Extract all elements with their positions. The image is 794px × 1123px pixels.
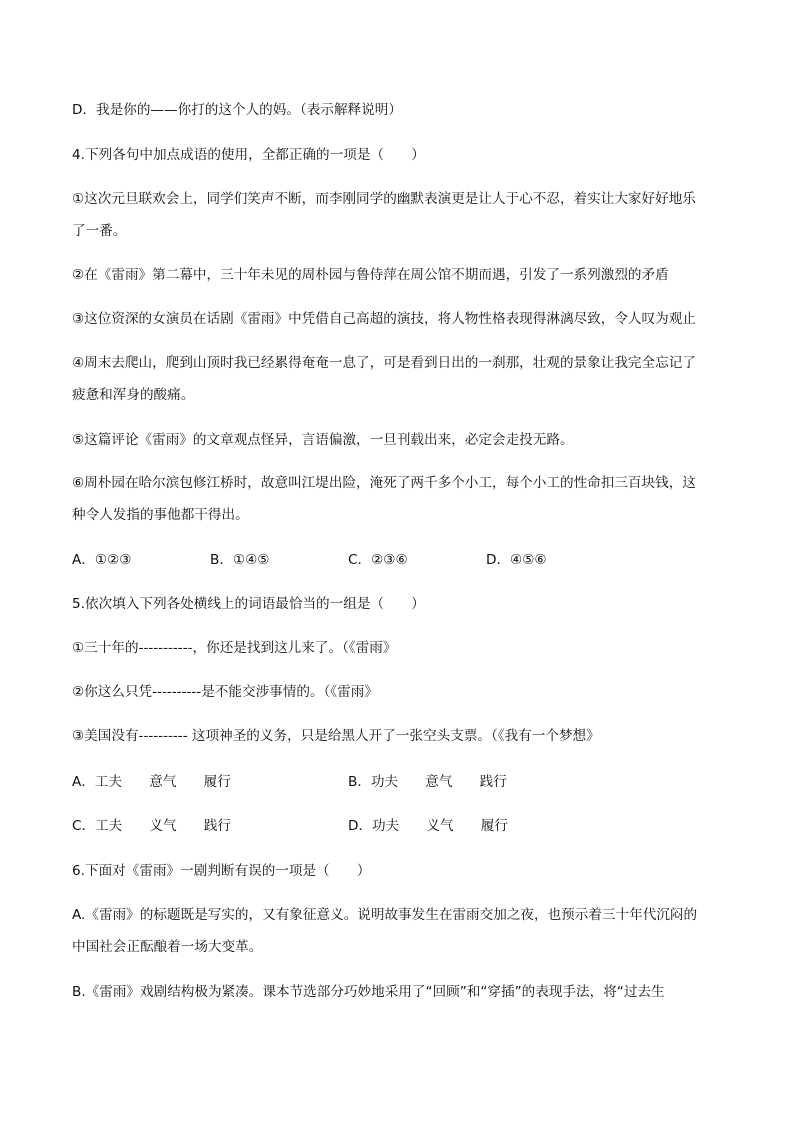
q4-sentence-6: ⑥周朴园在哈尔滨包修江桥时，故意叫江堤出险，淹死了两千多个小工，每个小工的性命扣三百块钱，这 xyxy=(72,475,696,491)
q4-sentence-4-cont: 疲惫和浑身的酸痛。 xyxy=(72,387,195,403)
q4-sentence-6-cont: 种令人发指的事他都干得出。 xyxy=(72,507,249,523)
q4-option-b: B．①④⑤ xyxy=(210,552,270,568)
q4-sentence-5: ⑤这篇评论《雷雨》的文章观点怪异，言语偏激，一旦刊载出来，必定会走投无路。 xyxy=(72,432,574,448)
question-6-stem: 6.下面对《雷雨》一剧判断有误的一项是（ ） xyxy=(72,863,371,879)
q4-option-d: D．④⑤⑥ xyxy=(486,552,547,568)
q4-sentence-1-cont: 了一番。 xyxy=(72,223,127,239)
question-4-stem: 4.下列各句中加点成语的使用，全都正确的一项是（ ） xyxy=(72,147,425,163)
q5-option-b: B．功夫 意气 践行 xyxy=(348,774,507,790)
q5-blank-2: ②你这么只凭----------是不能交涉事情的。（《雷雨》 xyxy=(72,684,378,700)
q5-option-c: C．工夫 义气 践行 xyxy=(72,818,232,834)
q4-sentence-3: ③这位资深的女演员在话剧《雷雨》中凭借自己高超的演技，将人物性格表现得淋漓尽致，令人叹为观止 xyxy=(72,311,696,327)
q6-option-a: A.《雷雨》的标题既是写实的，又有象征意义。说明故事发生在雷雨交加之夜，也预示着三十年代沉闷的 xyxy=(72,907,698,923)
q5-blank-1: ①三十年的-----------，你还是找到这儿来了。（《雷雨》 xyxy=(72,640,397,656)
q4-option-c: C．②③⑥ xyxy=(348,552,408,568)
q4-sentence-1: ①这次元旦联欢会上，同学们笑声不断，而李刚同学的幽默表演更是让人于心不忍，着实让大家好好地乐 xyxy=(72,191,696,207)
q4-sentence-2: ②在《雷雨》第二幕中，三十年未见的周朴园与鲁侍萍在周公馆不期而遇，引发了一系列激烈的矛盾 xyxy=(72,267,669,283)
q6-option-a-cont: 中国社会正酝酿着一场大变革。 xyxy=(72,939,263,955)
q5-option-a: A．工夫 意气 履行 xyxy=(72,774,231,790)
option-d-line: D．我是你的——你打的这个人的妈。（表示解释说明） xyxy=(72,102,402,118)
q4-sentence-4: ④周末去爬山，爬到山顶时我已经累得奄奄一息了，可是看到日出的一刹那，壮观的景象让我完全忘记了 xyxy=(72,355,696,371)
q6-option-b: B.《雷雨》戏剧结构极为紧凑。课本节选部分巧妙地采用了“回顾”和“穿插”的表现手法，将“过去生 xyxy=(72,984,665,1000)
q5-option-d: D．功夫 义气 履行 xyxy=(348,818,508,834)
q4-option-a: A．①②③ xyxy=(72,552,132,568)
q5-blank-3: ③美国没有---------- 这项神圣的义务，只是给黑人开了一张空头支票。（《我有一个梦想》 xyxy=(72,728,600,744)
question-5-stem: 5.依次填入下列各处横线上的词语最恰当的一组是（ ） xyxy=(72,596,425,612)
